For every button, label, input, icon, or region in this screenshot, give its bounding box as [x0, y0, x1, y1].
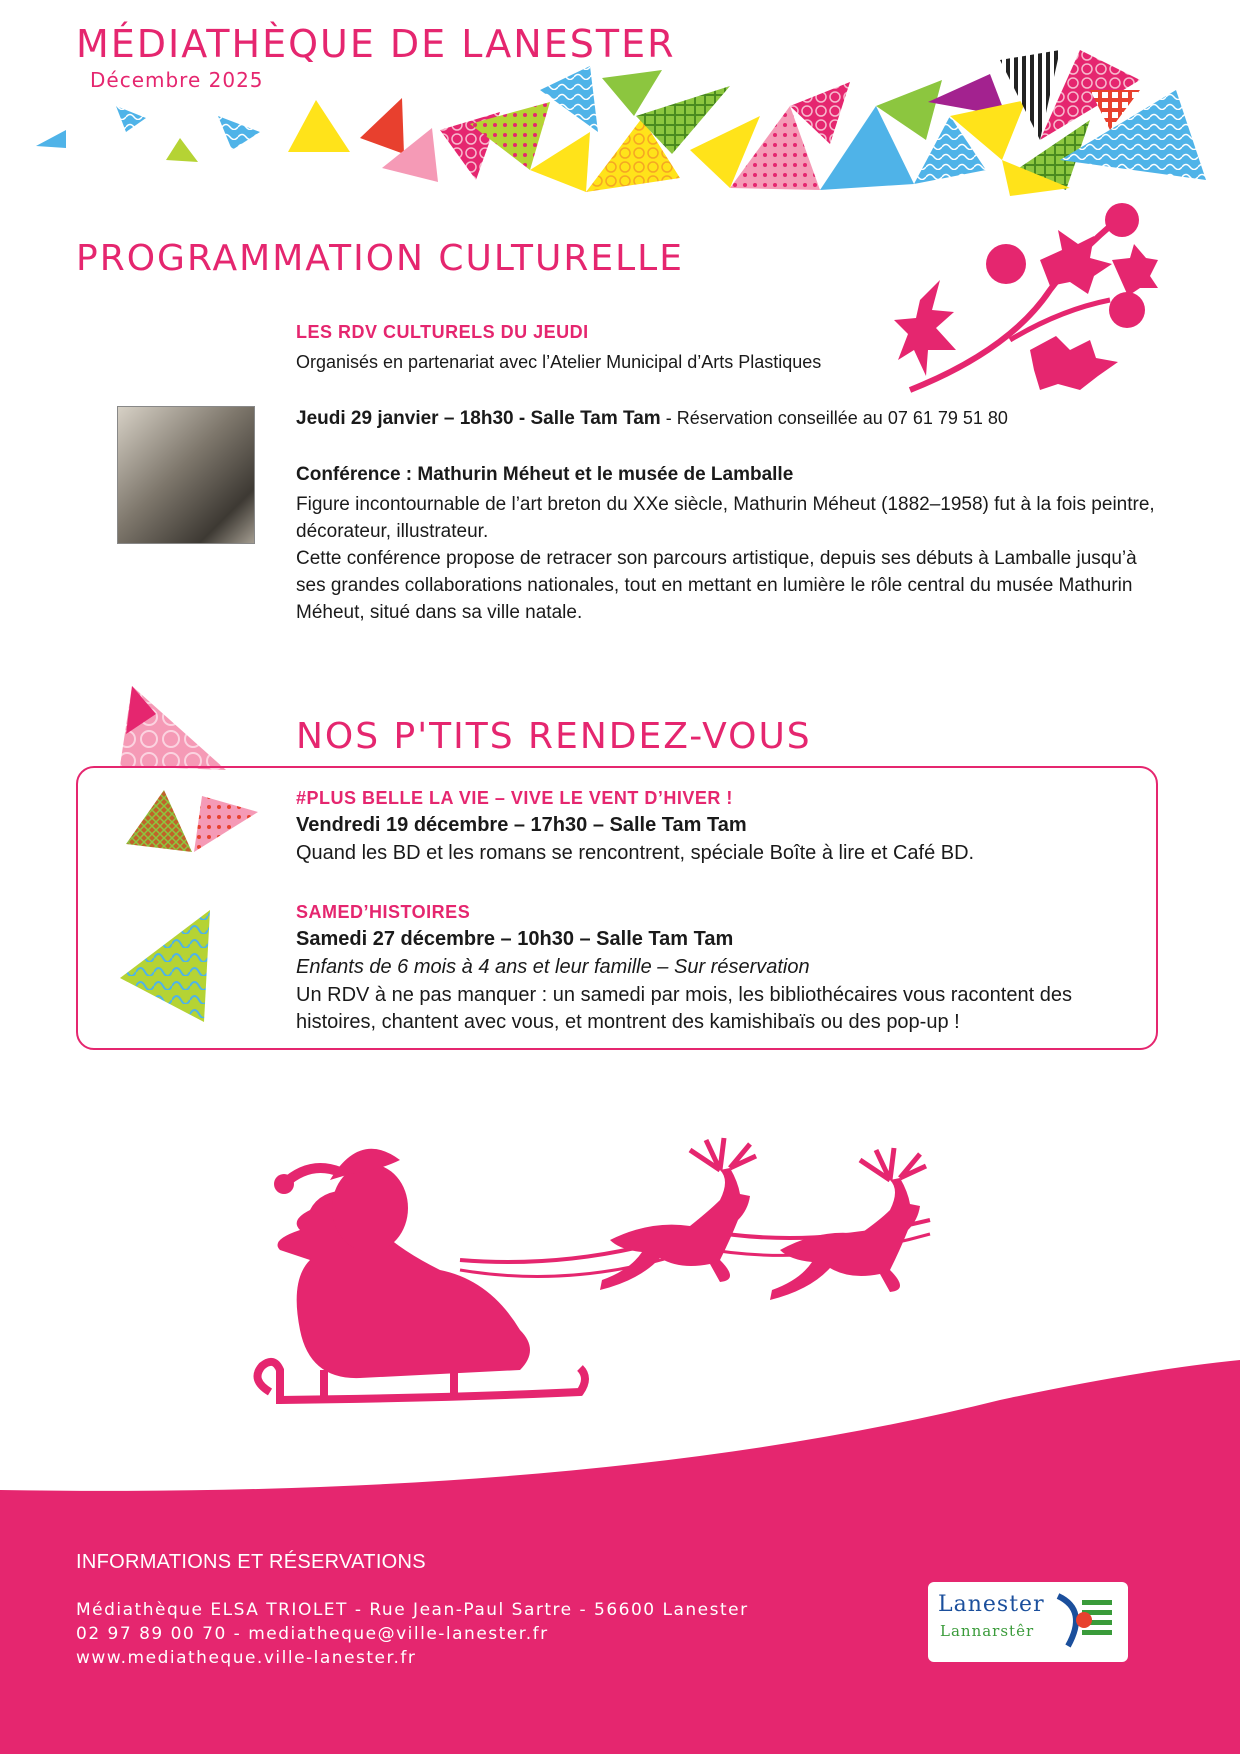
pink-triangle-decoration — [116, 684, 236, 774]
footer-heading: INFORMATIONS ET RÉSERVATIONS — [76, 1551, 426, 1573]
issue-date: Décembre 2025 — [90, 68, 264, 92]
event-1-when: Vendredi 19 décembre – 17h30 – Salle Tam Tam — [296, 814, 747, 836]
conference-description-2: Cette conférence propose de retracer son parcours artistique, depuis ses débuts à Lamballe jusqu’à ses grandes collaborations nationales, tout en mettant en lumière le rôle central du musée Mathurin Méheut, situé dans sa ville natale. — [296, 548, 1137, 623]
event-2-title: SAMED’HISTOIRES — [296, 902, 471, 922]
event-2-audience: Enfants de 6 mois à 4 ans et leur famille – Sur réservation — [296, 956, 810, 978]
section-title-rendezvous: NOS P'TITS RENDEZ-VOUS — [296, 716, 812, 757]
page-title: MÉDIATHÈQUE DE LANESTER — [76, 22, 676, 66]
section-title-programmation: PROGRAMMATION CULTURELLE — [76, 238, 684, 279]
logo-breton-name: Lannarstêr — [940, 1622, 1035, 1640]
footer-contact: 02 97 89 00 70 - mediatheque@ville-lanester.fr — [76, 1624, 549, 1644]
holly-branch-decoration — [890, 200, 1170, 400]
event-datetime-line — [296, 408, 1196, 430]
event-1-title: #PLUS BELLE LA VIE – VIVE LE VENT D’HIVER ! — [296, 788, 733, 808]
green-triangle-decoration — [118, 906, 218, 1026]
footer-website[interactable]: www.mediatheque.ville-lanester.fr — [76, 1648, 417, 1668]
event-2-description: Un RDV à ne pas manquer : un samedi par mois, les bibliothécaires vous racontent des histoires, chantent avec vous, et montrent des kamishibaïs ou des pop-up ! — [296, 984, 1072, 1033]
logo-name: Lanester — [938, 1592, 1045, 1617]
triangle-banner-decoration — [30, 20, 1220, 210]
event-2-when: Samedi 27 décembre – 10h30 – Salle Tam Tam — [296, 928, 734, 950]
event-when: Jeudi 29 janvier – 18h30 - Salle Tam Tam — [296, 408, 661, 429]
logo-emblem-icon — [1048, 1590, 1118, 1654]
conference-title: Conférence : Mathurin Méheut et le musée de Lamballe — [296, 464, 794, 485]
lanester-logo — [928, 1582, 1128, 1662]
rdv-jeudi-heading: LES RDV CULTURELS DU JEUDI — [296, 322, 589, 342]
event-booking: - Réservation conseillée au 07 61 79 51 80 — [660, 408, 1008, 428]
event-1-description: Quand les BD et les romans se rencontrent, spéciale Boîte à lire et Café BD. — [296, 842, 975, 864]
partnership-text: Organisés en partenariat avec l’Atelier Municipal d’Arts Plastiques — [296, 352, 822, 372]
patterned-triangles-decoration — [124, 782, 264, 862]
footer-address: Médiathèque ELSA TRIOLET - Rue Jean-Paul Sartre - 56600 Lanester — [76, 1600, 749, 1620]
conference-description-1: Figure incontournable de l’art breton du XXe siècle, Mathurin Méheut (1882–1958) fut à la fois peintre, décorateur, illustrateur. — [296, 494, 1155, 542]
mathurin-meheut-photo — [117, 406, 255, 544]
